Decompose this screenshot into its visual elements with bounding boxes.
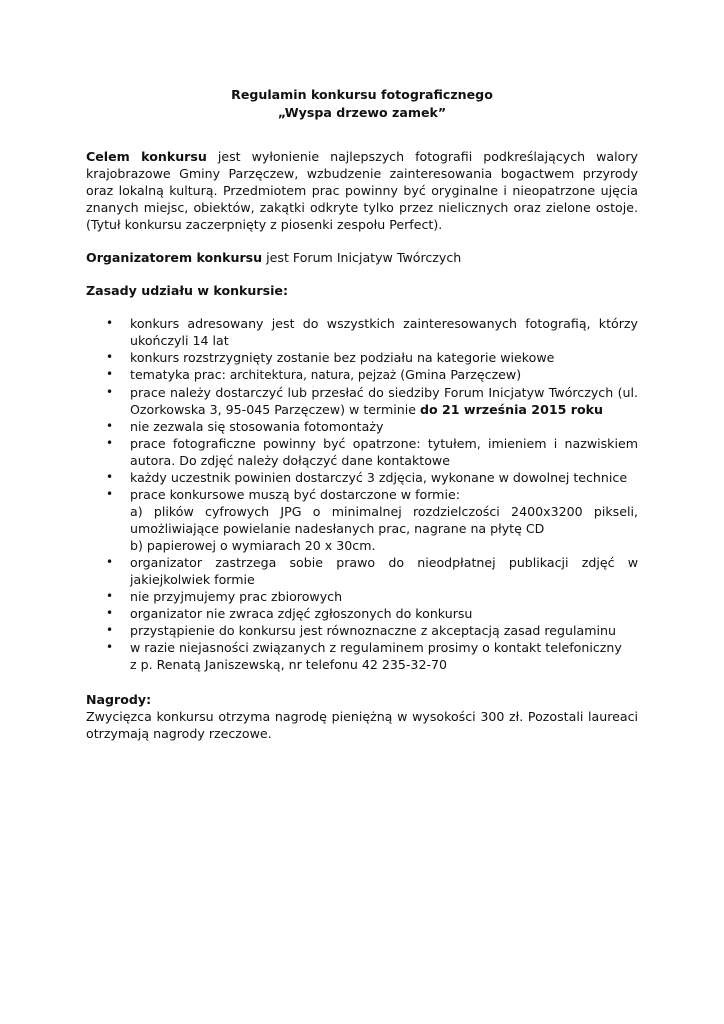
bullet-icon: • bbox=[106, 555, 114, 569]
rule-text: prace należy dostarczyć lub przesłać do siedziby Forum Inicjatyw Twórczych (ul. Ozorkowska 3, 95-045 Parzęczew) w terminie bbox=[130, 385, 638, 417]
prizes-heading: Nagrody: bbox=[86, 692, 152, 707]
bullet-icon: • bbox=[106, 316, 114, 330]
rule-text: w razie niejasności związanych z regulaminem prosimy o kontakt telefoniczny bbox=[130, 640, 622, 655]
bullet-icon: • bbox=[106, 487, 114, 501]
bullet-icon: • bbox=[106, 623, 114, 637]
rule-text: (Gmina Parzęczew) bbox=[396, 367, 522, 382]
rules-heading: Zasady udziału w konkursie: bbox=[86, 283, 288, 298]
rule-text: prace konkursowe muszą być dostarczone w formie: bbox=[130, 487, 460, 502]
rule-text: konkurs adresowany jest do wszystkich zainteresowanych fotografią, którzy ukończyli 14 lat bbox=[130, 316, 638, 348]
bullet-icon: • bbox=[106, 350, 114, 364]
title-line-1: Regulamin konkursu fotograficznego bbox=[231, 87, 493, 102]
bullet-icon: • bbox=[106, 385, 114, 399]
title-line-2: „Wyspa drzewo zamek” bbox=[277, 105, 447, 120]
bullet-icon: • bbox=[106, 436, 114, 450]
list-item bbox=[86, 384, 638, 418]
list-item bbox=[86, 315, 638, 349]
bullet-icon: • bbox=[106, 589, 114, 603]
bullet-icon: • bbox=[106, 470, 114, 484]
organizer-lead: Organizatorem konkursu bbox=[86, 250, 263, 265]
list-item bbox=[86, 418, 638, 435]
rules-list bbox=[86, 315, 638, 673]
list-item bbox=[86, 469, 638, 486]
goal-lead: Celem konkursu bbox=[86, 149, 207, 164]
organizer-text: jest Forum Inicjatyw Twórczych bbox=[262, 250, 462, 265]
prizes-paragraph: Zwycięzca konkursu otrzyma nagrodę pieniężną w wysokości 300 zł. Pozostali laureaci otrzymają nagrody rzeczowe. bbox=[86, 709, 638, 741]
rule-text: każdy uczestnik powinien dostarczyć 3 zdjęcia, wykonane w dowolnej technice bbox=[130, 470, 628, 485]
rule-contact: z p. Renatą Janiszewską, nr telefonu 42 235-32-70 bbox=[130, 657, 448, 672]
bullet-icon: • bbox=[106, 367, 114, 381]
goal-paragraph bbox=[86, 148, 638, 233]
rule-sub-b: b) papierowej o wymiarach 20 x 30cm. bbox=[130, 538, 376, 553]
list-item bbox=[86, 605, 638, 622]
list-item bbox=[86, 639, 638, 673]
bullet-icon: • bbox=[106, 640, 114, 654]
rule-text: konkurs rozstrzygnięty zostanie bez podziału na kategorie wiekowe bbox=[130, 350, 555, 365]
list-item bbox=[86, 366, 638, 384]
list-item bbox=[86, 588, 638, 605]
rule-sub-a: a) plików cyfrowych JPG o minimalnej rozdzielczości 2400x3200 pikseli, umożliwiające powielanie nadesłanych prac, nagrane na płytę CD bbox=[130, 504, 638, 536]
rule-text: organizator zastrzega sobie prawo do nieodpłatnej publikacji zdjęć w jakiejkolwiek formie bbox=[130, 555, 638, 587]
list-item bbox=[86, 349, 638, 366]
rule-text: nie zezwala się stosowania fotomontaży bbox=[130, 419, 384, 434]
rule-text: nie przyjmujemy prac zbiorowych bbox=[130, 589, 343, 604]
rule-text: przystąpienie do konkursu jest równoznaczne z akceptacją zasad regulaminu bbox=[130, 623, 616, 638]
bullet-icon: • bbox=[106, 606, 114, 620]
goal-text: jest wyłonienie najlepszych fotografii podkreślających walory krajobrazowe Gminy Parzęczew, wzbudzenie zainteresowania bogactwem przyrody oraz lokalną kulturą. Przedmiotem prac powinny być oryginalne i nieopatrzone ujęcia znanych miejsc, obiektów, zakątki odkryte tylko przez nielicznych oraz zielone ostoje. (Tytuł konkursu zaczerpnięty z piosenki zespołu Perfect). bbox=[86, 149, 638, 232]
rule-topics: architektura, natura, pejzaż bbox=[229, 368, 397, 382]
list-item bbox=[86, 435, 638, 469]
document-body bbox=[86, 148, 638, 742]
rule-text: prace fotograficzne powinny być opatrzone: tytułem, imieniem i nazwiskiem autora. Do zdjęć należy dołączyć dane kontaktowe bbox=[130, 436, 638, 468]
organizer-paragraph bbox=[86, 249, 638, 266]
list-item bbox=[86, 486, 638, 554]
bullet-icon: • bbox=[106, 419, 114, 433]
rule-deadline: do 21 września 2015 roku bbox=[419, 402, 603, 417]
list-item bbox=[86, 554, 638, 588]
document-title bbox=[0, 86, 724, 122]
list-item bbox=[86, 622, 638, 639]
rule-text: tematyka prac: bbox=[130, 367, 230, 382]
rule-text: organizator nie zwraca zdjęć zgłoszonych do konkursu bbox=[130, 606, 473, 621]
